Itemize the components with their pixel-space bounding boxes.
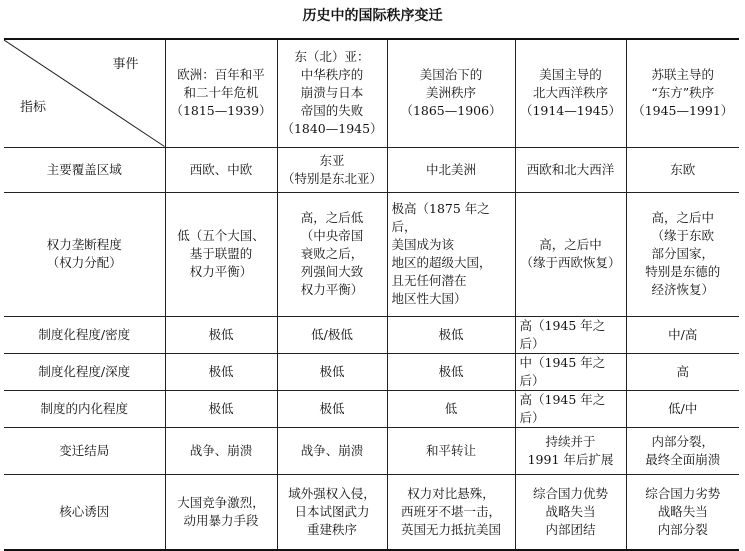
column-header: 苏联主导的 “东方”秩序 （1945—1991） — [626, 39, 739, 147]
table-cell: 战争、崩溃 — [277, 427, 387, 474]
table-cell: 极低 — [277, 353, 387, 390]
table-row — [4, 147, 739, 192]
table-cell: 低/中 — [626, 390, 739, 427]
table-cell: 高 — [626, 353, 739, 390]
table-title: 历史中的国际秩序变迁 — [302, 8, 443, 24]
table-cell: 极低 — [165, 390, 277, 427]
table-cell: 极高（1875 年之后， 美国成为该 地区的超级大国， 且无任何潜在 地区性大国） — [387, 192, 515, 316]
table-cell: 东欧 — [626, 147, 739, 192]
diagonal-line — [4, 40, 165, 147]
table-cell: 高（1945 年之后） — [515, 316, 626, 353]
table-cell: 中北美洲 — [387, 147, 515, 192]
table-cell: 中（1945 年之后） — [515, 353, 626, 390]
row-label: 制度的内化程度 — [4, 390, 165, 427]
column-header: 欧洲：百年和平 和二十年危机 （1815—1939） — [165, 39, 277, 147]
table-cell: 高，之后中 （缘于东欧 部分国家， 特别是东德的 经济恢复） — [626, 192, 739, 316]
corner-header-cell — [4, 39, 165, 147]
row-label: 权力垄断程度 （权力分配） — [4, 192, 165, 316]
table-row — [4, 192, 739, 316]
table-cell: 高，之后中 （缘于西欧恢复） — [515, 192, 626, 316]
row-label: 核心诱因 — [4, 474, 165, 550]
table-row — [4, 390, 739, 427]
table-cell: 中/高 — [626, 316, 739, 353]
table-cell: 低（五个大国、 基于联盟的 权力平衡） — [165, 192, 277, 316]
row-label: 主要覆盖区域 — [4, 147, 165, 192]
table-cell: 极低 — [165, 316, 277, 353]
header-row — [4, 39, 739, 147]
table-row — [4, 474, 739, 550]
table-cell: 综合国力优势 战略失当 内部团结 — [515, 474, 626, 550]
table-cell: 极低 — [165, 353, 277, 390]
row-label: 制度化程度/密度 — [4, 316, 165, 353]
table-row — [4, 427, 739, 474]
table-cell: 高，之后低 （中央帝国 衰败之后， 列强间大致 权力平衡） — [277, 192, 387, 316]
column-header: 美国治下的 美洲秩序 （1865—1906） — [387, 39, 515, 147]
table-cell: 内部分裂， 最终全面崩溃 — [626, 427, 739, 474]
column-header: 美国主导的 北大西洋秩序 （1914—1945） — [515, 39, 626, 147]
table-cell: 权力对比悬殊， 西班牙不堪一击， 英国无力抵抗美国 — [387, 474, 515, 550]
row-label: 变迁结局 — [4, 427, 165, 474]
table-cell: 大国竞争激烈， 动用暴力手段 — [165, 474, 277, 550]
table-cell: 综合国力劣势 战略失当 内部分裂 — [626, 474, 739, 550]
table-cell: 持续并于 1991 年后扩展 — [515, 427, 626, 474]
event-label: 事件 — [112, 57, 139, 72]
table-cell: 低/极低 — [277, 316, 387, 353]
table-cell: 域外强权入侵， 日本试图武力 重建秩序 — [277, 474, 387, 550]
table-cell: 极低 — [277, 390, 387, 427]
table-cell: 西欧和北大西洋 — [515, 147, 626, 192]
table-cell: 高（1945 年之后） — [515, 390, 626, 427]
column-header: 东（北）亚： 中华秩序的 崩溃与日本 帝国的失败 （1840—1945） — [277, 39, 387, 147]
table-row — [4, 316, 739, 353]
table-cell: 低 — [387, 390, 515, 427]
table-cell: 战争、崩溃 — [165, 427, 277, 474]
row-label: 制度化程度/深度 — [4, 353, 165, 390]
indicator-label: 指标 — [20, 99, 47, 115]
international-order-table — [4, 38, 739, 551]
table-cell: 和平转让 — [387, 427, 515, 474]
table-cell: 极低 — [387, 316, 515, 353]
table-cell: 东亚 （特别是东北亚） — [277, 147, 387, 192]
table-cell: 西欧、中欧 — [165, 147, 277, 192]
table-row — [4, 353, 739, 390]
table-cell: 极低 — [387, 353, 515, 390]
